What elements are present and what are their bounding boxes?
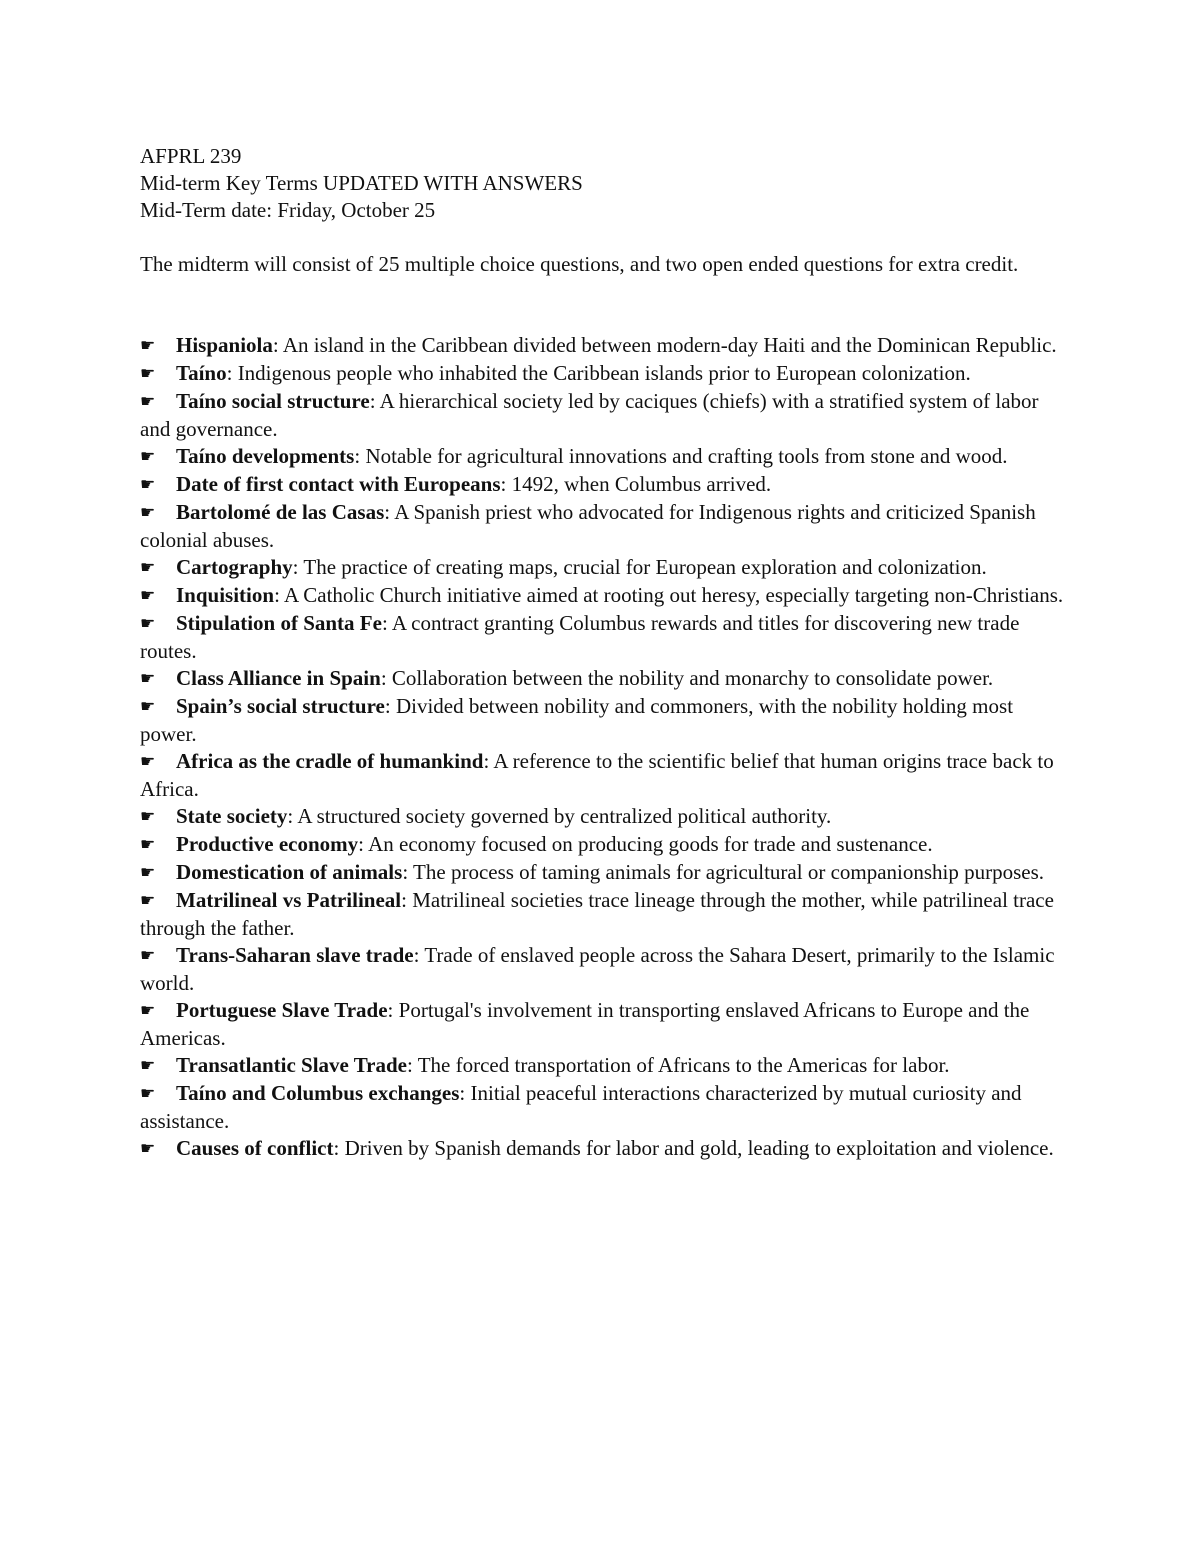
term-definition: A hierarchical society led by caciques (chiefs) with a stratified system of labor and governance. (140, 389, 1039, 441)
term-definition: Portugal's involvement in transporting enslaved Africans to Europe and the Americas. (140, 998, 1030, 1050)
term-definition: An island in the Caribbean divided between modern-day Haiti and the Dominican Republic. (282, 333, 1057, 357)
term-name: Hispaniola (176, 333, 273, 357)
term-definition: Matrilineal societies trace lineage through the mother, while patrilineal trace through the father. (140, 888, 1054, 940)
term-name: Causes of conflict (176, 1136, 334, 1160)
key-terms-list (140, 332, 1065, 1163)
pointing-hand-icon: ☛ (140, 586, 156, 606)
pointing-hand-icon: ☛ (140, 835, 156, 855)
term-separator: : (413, 943, 425, 967)
key-term-item (140, 803, 1065, 831)
term-separator: : (380, 666, 392, 690)
pointing-hand-icon: ☛ (140, 447, 156, 467)
term-definition: 1492, when Columbus arrived. (511, 472, 772, 496)
pointing-hand-icon: ☛ (140, 891, 156, 911)
term-name: Matrilineal vs Patrilineal (176, 888, 402, 912)
pointing-hand-icon: ☛ (140, 336, 156, 356)
key-term-item (140, 610, 1065, 665)
key-term-item (140, 942, 1065, 997)
term-definition: A Catholic Church initiative aimed at rooting out heresy, especially targeting non-Christians. (284, 583, 1064, 607)
pointing-hand-icon: ☛ (140, 1084, 156, 1104)
document-title: Mid-term Key Terms UPDATED WITH ANSWERS (140, 171, 583, 195)
course-code: AFPRL 239 (140, 144, 242, 168)
term-separator: : (226, 361, 238, 385)
term-name: Date of first contact with Europeans (176, 472, 501, 496)
key-term-item (140, 887, 1065, 942)
term-name: Taíno (176, 361, 227, 385)
term-definition: A Spanish priest who advocated for Indigenous rights and criticized Spanish colonial abuses. (140, 500, 1036, 552)
pointing-hand-icon: ☛ (140, 558, 156, 578)
term-name: Productive economy (176, 832, 359, 856)
pointing-hand-icon: ☛ (140, 946, 156, 966)
key-term-item (140, 360, 1065, 388)
term-definition: A contract granting Columbus rewards and titles for discovering new trade routes. (140, 611, 1020, 663)
term-definition: Trade of enslaved people across the Sahara Desert, primarily to the Islamic world. (140, 943, 1055, 995)
term-separator: : (358, 832, 369, 856)
term-separator: : (369, 389, 380, 413)
term-definition: Divided between nobility and commoners, with the nobility holding most power. (140, 694, 1014, 746)
key-term-item (140, 748, 1065, 803)
pointing-hand-icon: ☛ (140, 863, 156, 883)
key-term-item (140, 859, 1065, 887)
term-separator: : (287, 804, 298, 828)
key-term-item (140, 1080, 1065, 1135)
term-separator: : (402, 860, 414, 884)
pointing-hand-icon: ☛ (140, 669, 156, 689)
term-name: State society (176, 804, 288, 828)
term-separator: : (483, 749, 494, 773)
key-term-item (140, 471, 1065, 499)
term-definition: A structured society governed by centralized political authority. (297, 804, 832, 828)
pointing-hand-icon: ☛ (140, 697, 156, 717)
key-term-item (140, 554, 1065, 582)
pointing-hand-icon: ☛ (140, 364, 156, 384)
term-definition: Notable for agricultural innovations and crafting tools from stone and wood. (365, 444, 1008, 468)
term-separator: : (459, 1081, 471, 1105)
term-separator: : (387, 998, 399, 1022)
pointing-hand-icon: ☛ (140, 1056, 156, 1076)
term-separator: : (407, 1053, 418, 1077)
intro-paragraph: The midterm will consist of 25 multiple choice questions, and two open ended questions for extra credit. (140, 252, 1019, 276)
term-definition: The process of taming animals for agricultural or companionship purposes. (413, 860, 1045, 884)
term-name: Inquisition (176, 583, 275, 607)
term-name: Class Alliance in Spain (176, 666, 381, 690)
term-name: Trans-Saharan slave trade (176, 943, 414, 967)
pointing-hand-icon: ☛ (140, 503, 156, 523)
term-name: Domestication of animals (176, 860, 403, 884)
term-definition: Collaboration between the nobility and monarchy to consolidate power. (391, 666, 994, 690)
term-name: Stipulation of Santa Fe (176, 611, 382, 635)
term-separator: : (401, 888, 413, 912)
term-separator: : (384, 500, 395, 524)
pointing-hand-icon: ☛ (140, 392, 156, 412)
key-term-item (140, 831, 1065, 859)
term-name: Portuguese Slave Trade (176, 998, 388, 1022)
midterm-date: Mid-Term date: Friday, October 25 (140, 198, 436, 222)
term-definition: A reference to the scientific belief that human origins trace back to Africa. (140, 749, 1054, 801)
term-definition: The forced transportation of Africans to the Americas for labor. (417, 1053, 950, 1077)
key-term-item (140, 332, 1065, 360)
term-name: Africa as the cradle of humankind (176, 749, 484, 773)
term-definition: An economy focused on producing goods for trade and sustenance. (368, 832, 933, 856)
key-term-item (140, 693, 1065, 748)
term-separator: : (274, 583, 284, 607)
term-name: Transatlantic Slave Trade (176, 1053, 407, 1077)
key-term-item (140, 997, 1065, 1052)
key-term-item (140, 499, 1065, 554)
key-term-item (140, 665, 1065, 693)
term-name: Spain’s social structure (176, 694, 385, 718)
term-definition: The practice of creating maps, crucial for European exploration and colonization. (303, 555, 987, 579)
term-name: Taíno social structure (176, 389, 370, 413)
term-name: Taíno developments (176, 444, 355, 468)
term-definition: Driven by Spanish demands for labor and gold, leading to exploitation and violence. (344, 1136, 1054, 1160)
term-definition: Initial peaceful interactions characterized by mutual curiosity and assistance. (140, 1081, 1022, 1133)
term-name: Taíno and Columbus exchanges (176, 1081, 460, 1105)
pointing-hand-icon: ☛ (140, 475, 156, 495)
term-separator: : (292, 555, 304, 579)
pointing-hand-icon: ☛ (140, 1139, 156, 1159)
term-separator: : (354, 444, 366, 468)
key-term-item (140, 1135, 1065, 1163)
pointing-hand-icon: ☛ (140, 752, 156, 772)
key-term-item (140, 1052, 1065, 1080)
term-separator: : (333, 1136, 345, 1160)
pointing-hand-icon: ☛ (140, 807, 156, 827)
document-content (140, 143, 1065, 1184)
term-separator: : (384, 694, 396, 718)
term-separator: : (381, 611, 392, 635)
term-name: Bartolomé de las Casas (176, 500, 385, 524)
pointing-hand-icon: ☛ (140, 1001, 156, 1021)
key-term-item (140, 388, 1065, 443)
key-term-item (140, 443, 1065, 471)
pointing-hand-icon: ☛ (140, 614, 156, 634)
term-separator: : (272, 333, 283, 357)
term-name: Cartography (176, 555, 293, 579)
term-definition: Indigenous people who inhabited the Caribbean islands prior to European colonization. (237, 361, 971, 385)
term-separator: : (500, 472, 512, 496)
key-term-item (140, 582, 1065, 610)
